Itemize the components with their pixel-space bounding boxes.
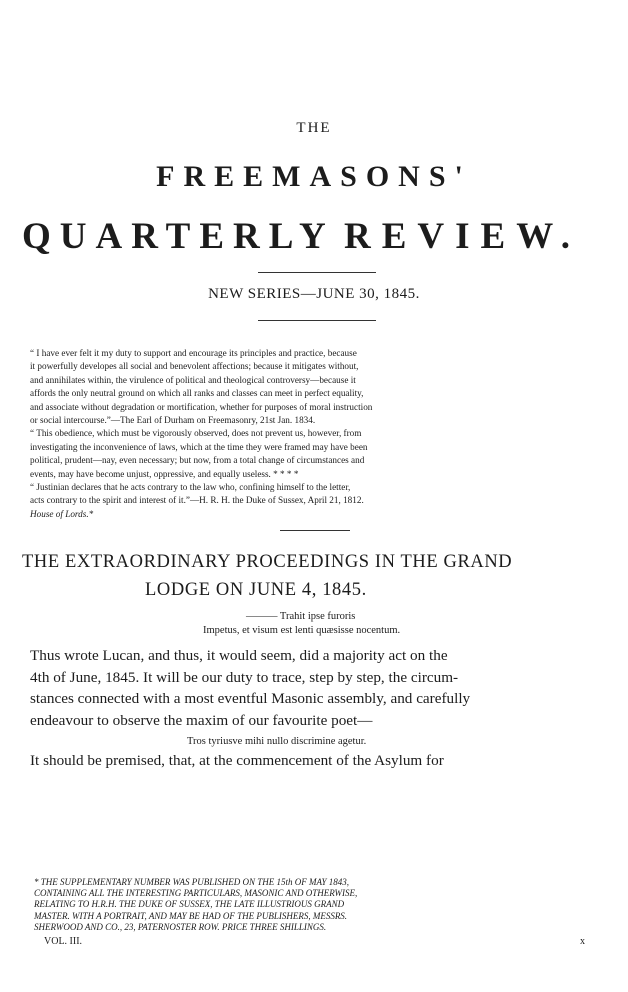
verse-quote: Tros tyriusve mihi nullo discrimine agetur.: [187, 736, 367, 747]
rule-section: [280, 530, 350, 531]
article-body: [30, 645, 610, 731]
epigraph-line: it powerfully developes all social and benevolent affections; because it mitigates without,: [30, 361, 359, 372]
epigraph-line: political, prudent—nay, even necessary; but now, from a total change of circumstances and: [30, 455, 365, 466]
epigraph-line: investigating the inconvenience of laws, which at the time they were framed may have been: [30, 441, 368, 452]
epigraph-line: House of Lords.*: [30, 508, 94, 519]
masthead-the: THE: [296, 120, 332, 136]
epigraph-line: and associate without degradation or mortification, whether for purposes of moral instruction: [30, 401, 373, 412]
article-title-line1: THE EXTRAORDINARY PROCEEDINGS IN THE GRAND: [22, 552, 513, 572]
motto-line1: ——— Trahit ipse furoris: [246, 611, 356, 622]
signature-mark: x: [580, 936, 585, 947]
epigraph: [30, 347, 608, 521]
epigraph-line: “ I have ever felt it my duty to support and encourage its principles and practice, because: [30, 348, 357, 358]
series-line: NEW SERIES—JUNE 30, 1845.: [208, 286, 420, 302]
epigraph-line: “ Justinian declares that he acts contrary to the law who, confining himself to the letter,: [30, 481, 351, 492]
rule-top: [258, 272, 376, 273]
body-line: 4th of June, 1845. It will be our duty to trace, step by step, the circum-: [30, 668, 459, 686]
body-line: stances connected with a most eventful Masonic assembly, and carefully: [30, 690, 471, 707]
masthead-review: REVIEW.: [344, 216, 582, 257]
footnote-line: CONTAINING ALL THE INTERESTING PARTICULARS, MASONIC AND OTHERWISE,: [34, 888, 358, 899]
epigraph-line: and annihilates within, the virulence of political and theological controversy—because it: [30, 374, 356, 385]
body-line: Thus wrote Lucan, and thus, it would seem, did a majority act on the: [30, 647, 448, 664]
epigraph-line: acts contrary to the spirit and interest of it.”—H. R. H. the Duke of Sussex, April 21, 1812.: [30, 495, 364, 506]
article-title-line2: LODGE ON JUNE 4, 1845.: [145, 580, 367, 600]
body-last-line: It should be premised, that, at the commencement of the Asylum for: [30, 752, 444, 769]
body-line: endeavour to observe the maxim of our favourite poet—: [30, 711, 373, 729]
epigraph-line: events, may have become unjust, oppressive, and equally useless. * * * *: [30, 468, 299, 479]
rule-under-series: [258, 320, 376, 321]
footnote: [34, 877, 606, 933]
motto-line2: Impetus, et visum est lenti quæsisse nocentum.: [203, 625, 401, 636]
footnote-line: SHERWOOD AND CO., 23, PATERNOSTER ROW. PRICE THREE SHILLINGS.: [34, 921, 327, 932]
masthead-quarterly: QUARTERLY: [22, 216, 335, 257]
epigraph-line: “ This obedience, which must be vigorously observed, does not prevent us, however, from: [30, 428, 362, 439]
masthead-freemasons: FREEMASONS': [156, 160, 472, 193]
footnote-line: RELATING TO H.R.H. THE DUKE OF SUSSEX, THE LATE ILLUSTRIOUS GRAND: [34, 899, 345, 910]
footnote-line: * THE SUPPLEMENTARY NUMBER WAS PUBLISHED ON THE 15th OF MAY 1843,: [34, 877, 350, 887]
epigraph-line: or social intercourse.”—The Earl of Durham on Freemasonry, 21st Jan. 1834.: [30, 414, 316, 425]
epigraph-line: affords the only neutral ground on which all ranks and classes can meet in perfect equality,: [30, 388, 364, 399]
footnote-line: MASTER. WITH A PORTRAIT, AND MAY BE HAD OF THE PUBLISHERS, MESSRS.: [34, 910, 348, 921]
volume-number: VOL. III.: [44, 936, 83, 947]
